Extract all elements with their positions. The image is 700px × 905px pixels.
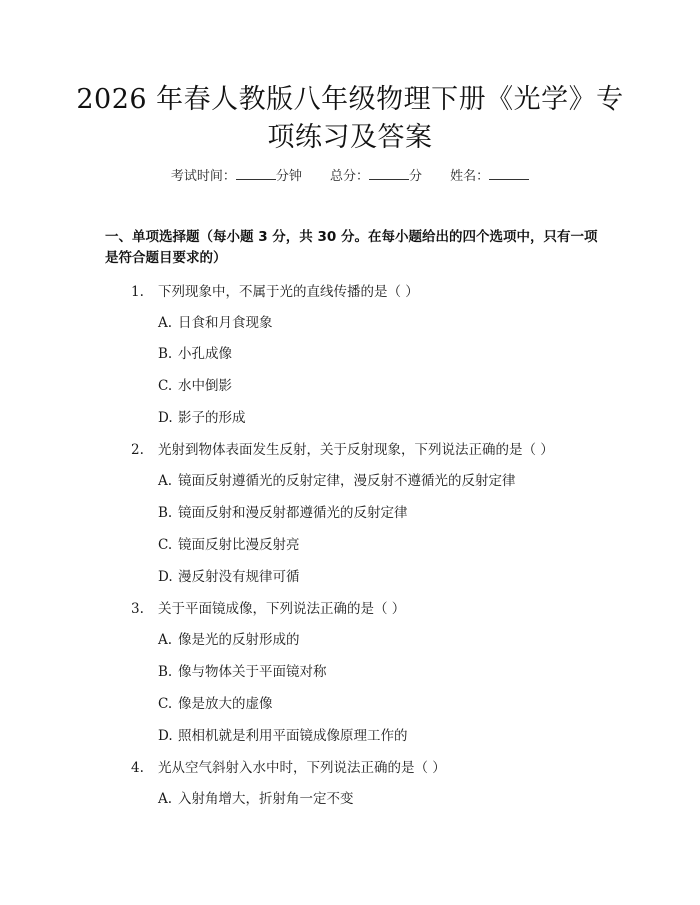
exam-meta-line (0, 167, 700, 187)
option-letter: A. (158, 315, 173, 331)
option-text: 日食和月食现象 (178, 315, 273, 331)
question-number: 2. (131, 442, 144, 458)
student-name-field (450, 169, 529, 184)
option-text: 像是放大的虚像 (178, 696, 273, 712)
question-2 (131, 440, 554, 460)
question-3-option-b (158, 662, 327, 682)
question-number: 3. (131, 601, 144, 617)
option-letter: C. (158, 537, 173, 553)
option-text: 像是光的反射形成的 (178, 632, 300, 648)
option-text: 小孔成像 (178, 346, 232, 362)
option-text: 水中倒影 (178, 378, 232, 394)
total-score-blank (369, 167, 409, 180)
option-letter: C. (158, 378, 173, 394)
option-text: 影子的形成 (178, 410, 246, 426)
question-number: 4. (131, 760, 144, 776)
question-text: 光从空气斜射入水中时，下列说法正确的是（ ） (158, 760, 446, 776)
document-title-line-1: 2026 年春人教版八年级物理下册《光学》专 (76, 84, 624, 115)
option-text: 镜面反射和漫反射都遵循光的反射定律 (178, 505, 408, 521)
question-1 (131, 282, 419, 302)
option-letter: A. (158, 632, 173, 648)
question-text: 下列现象中，不属于光的直线传播的是（ ） (158, 284, 419, 300)
question-1-option-b (158, 344, 232, 364)
option-text: 像与物体关于平面镜对称 (178, 664, 327, 680)
total-score-unit: 分 (409, 169, 423, 184)
question-1-option-d (158, 408, 246, 428)
option-letter: B. (158, 664, 173, 680)
student-name-blank (489, 167, 529, 180)
option-text: 漫反射没有规律可循 (178, 569, 300, 585)
option-letter: D. (158, 569, 173, 585)
question-text: 光射到物体表面发生反射，关于反射现象，下列说法正确的是（ ） (158, 442, 554, 458)
exam-time-label: 考试时间： (170, 169, 236, 184)
option-letter: A. (158, 791, 173, 807)
option-letter: B. (158, 505, 173, 521)
question-2-option-d (158, 567, 300, 587)
question-2-option-b (158, 503, 408, 523)
question-4 (131, 758, 446, 778)
question-2-option-c (158, 535, 300, 555)
question-number: 1. (131, 284, 144, 300)
question-1-option-a (158, 313, 273, 333)
section-heading: 一、单项选择题（每小题 3 分，共 30 分。在每小题给出的四个选项中，只有一项是符合题目要求的） (105, 229, 598, 266)
question-3-option-c (158, 694, 273, 714)
option-text: 镜面反射遵循光的反射定律，漫反射不遵循光的反射定律 (178, 473, 516, 489)
option-text: 照相机就是利用平面镜成像原理工作的 (178, 728, 408, 744)
question-3 (131, 599, 405, 619)
option-letter: C. (158, 696, 173, 712)
exam-time-unit: 分钟 (275, 169, 302, 184)
question-4-option-a (158, 789, 354, 809)
question-3-option-d (158, 726, 408, 746)
document-title-line-2: 项练习及答案 (267, 122, 433, 153)
question-1-option-c (158, 376, 232, 396)
student-name-label: 姓名： (450, 169, 490, 184)
question-3-option-a (158, 630, 300, 650)
exam-time-field (171, 169, 306, 184)
option-letter: A. (158, 473, 173, 489)
question-2-option-a (158, 471, 516, 491)
option-letter: B. (158, 346, 173, 362)
total-score-field (330, 169, 426, 184)
option-letter: D. (158, 728, 173, 744)
option-letter: D. (158, 410, 173, 426)
exam-time-blank (236, 167, 276, 180)
option-text: 镜面反射比漫反射亮 (178, 537, 300, 553)
question-text: 关于平面镜成像，下列说法正确的是（ ） (158, 601, 406, 617)
option-text: 入射角增大，折射角一定不变 (178, 791, 354, 807)
total-score-label: 总分： (329, 169, 369, 184)
